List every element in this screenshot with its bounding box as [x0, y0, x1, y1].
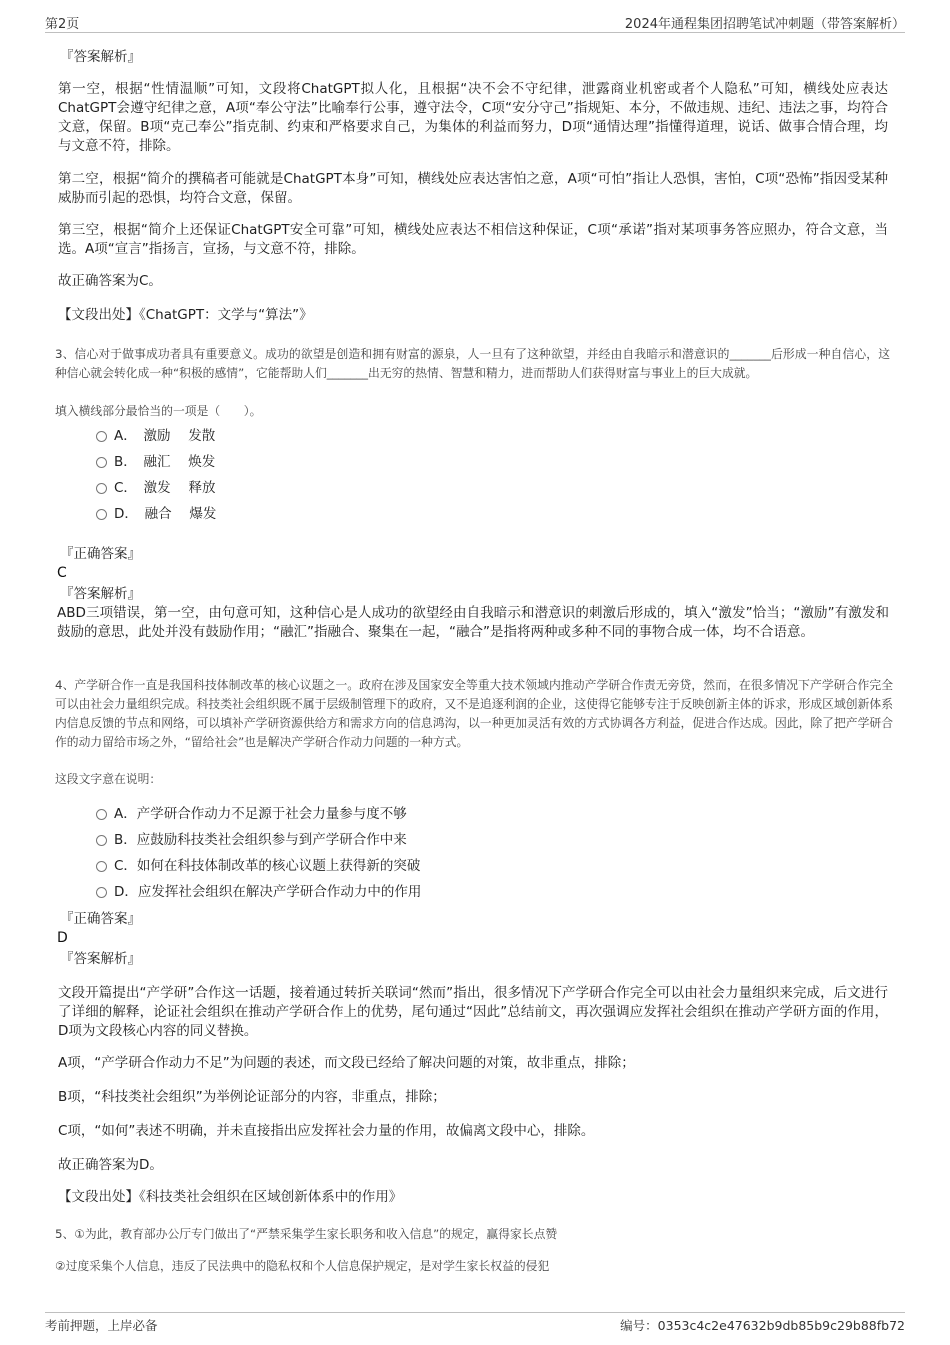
- q3-correct-answer: C: [57, 565, 67, 581]
- document-title: 2024年通程集团招聘笔试冲刺题（带答案解析）: [624, 17, 905, 32]
- q2-source: 【文段出处】《ChatGPT：文学与“算法”》: [58, 307, 313, 323]
- q2-analysis-para-3: 第三空，根据“简介上还保证ChatGPT安全可靠”可知，横线处应表达不相信这种保证，C项“承诺”指对某项事务答应照办，符合文意，当选。A项“宣言”指扬言，宣扬，与文意不符，排除。: [58, 222, 888, 257]
- q2-analysis-para-2: 第二空，根据“简介的撰稿者可能就是ChatGPT本身”可知，横线处应表达害怕之意，A项“可怕”指让人恐惧，害怕，C项“恐怖”指因受某种威胁而引起的恐惧，均符合文意，保留。: [58, 171, 888, 206]
- q4-analysis-para-3: B项，“科技类社会组织”为举例论证部分的内容，非重点，排除；: [58, 1089, 446, 1105]
- q4-analysis-para-4: C项，“如何”表述不明确，并未直接指出应发挥社会力量的作用，故偏离文段中心，排除。: [58, 1123, 595, 1139]
- q5-line-1: 5、①为此，教育部办公厅专门做出了“严禁采集学生家长职务和收入信息”的规定，赢得家长点赞: [55, 1227, 558, 1241]
- q2-answer-summary: 故正确答案为C。: [58, 273, 162, 289]
- page-header: [45, 12, 905, 33]
- q4-option-d-label: D．应发挥社会组织在解决产学研合作动力中的作用: [114, 884, 422, 900]
- radio-icon[interactable]: [96, 431, 107, 442]
- q3-prompt: 填入横线部分最恰当的一项是（ ）。: [55, 404, 262, 418]
- page-number: 第2页: [45, 17, 80, 32]
- radio-icon[interactable]: [96, 509, 107, 520]
- q2-analysis-para-1: 第一空，根据“性情温顺”可知，文段将ChatGPT拟人化，且根据“决不会不守纪律，泄露商业机密或者个人隐私”可知，横线处应表达ChatGPT会遵守纪律之意，A项“奉公守法”比喻奉行公事，遵守法令，C项“安分守己”指规矩、本分，不做违规、违纪、违法之事，均符合文意，保留。B项“克己奉公”指克制、约束和严格要求自己，为集体的利益而努力，D项“通情达理”指懂得道理，说话、做事合情合理，均与文意不符，排除。: [58, 81, 888, 154]
- q3-option-a-label: A． 激励 发散: [114, 428, 216, 444]
- q4-option-c-label: C．如何在科技体制改革的核心议题上获得新的突破: [114, 858, 421, 874]
- q4-stem: 4、产学研合作一直是我国科技体制改革的核心议题之一。政府在涉及国家安全等重大技术领域内推动产学研合作责无旁贷，然而，在很多情况下产学研合作完全可以由社会力量组织完成。科技类社会组织既不属于层级制管理下的政府，又不是追逐利润的企业，这使得它能够专注于反映创新主体的诉求，形成区域创新体系内信息反馈的节点和网络，可以填补产学研资源供给方和需求方向的信息鸿沟，以一种更加灵活有效的方式协调各方利益，促进合作达成。因此，除了把产学研合作的动力留给市场之外，“留给社会”也是解决产学研合作动力问题的一种方式。: [55, 678, 893, 749]
- q4-answer-summary: 故正确答案为D。: [58, 1157, 163, 1173]
- q4-option-b-label: B．应鼓励科技类社会组织参与到产学研合作中来: [114, 832, 407, 848]
- q4-source: 【文段出处】《科技类社会组织在区域创新体系中的作用》: [58, 1189, 403, 1205]
- q4-option-a-label: A．产学研合作动力不足源于社会力量参与度不够: [114, 806, 407, 822]
- document-id: 编号：0353c4c2e47632b9db85b9c29b88fb72: [620, 1318, 905, 1333]
- q4-prompt: 这段文字意在说明：: [55, 772, 162, 786]
- q3-analysis: ABD三项错误，第一空，由句意可知，这种信心是人成功的欲望经由自我暗示和潜意识的刺激后形成的，填入“激发”恰当；“激励”有激发和鼓励的意思，此处并没有鼓励作用；“融汇”指融合、聚集在一起，“融合”是指将两种或多种不同的事物合成一体，均不合语意。: [57, 605, 889, 640]
- radio-icon[interactable]: [96, 887, 107, 898]
- radio-icon[interactable]: [96, 835, 107, 846]
- radio-icon[interactable]: [96, 861, 107, 872]
- q3-analysis-label: 『答案解析』: [60, 586, 141, 602]
- q3-correct-label: 『正确答案』: [60, 546, 141, 562]
- page-footer: [45, 1312, 905, 1333]
- q3-option-d-label: D． 融合 爆发: [114, 506, 217, 522]
- q4-correct-answer: D: [57, 930, 68, 946]
- q4-analysis-para-2: A项，“产学研合作动力不足”为问题的表述，而文段已经给了解决问题的对策，故非重点，排除；: [58, 1055, 635, 1071]
- q4-analysis-label: 『答案解析』: [60, 951, 141, 967]
- footer-slogan: 考前押题，上岸必备: [45, 1318, 158, 1333]
- radio-icon[interactable]: [96, 483, 107, 494]
- q3-option-b-label: B． 融汇 焕发: [114, 454, 216, 470]
- q4-analysis-para-1: 文段开篇提出“产学研”合作这一话题，接着通过转折关联词“然而”指出，很多情况下产学研合作完全可以由社会力量组织来完成，后文进行了详细的解释，论证社会组织在推动产学研合作上的优势，尾句通过“因此”总结前文，再次强调应发挥社会组织在推动产学研方面的作用，D项为文段核心内容的同义替换。: [58, 985, 888, 1039]
- q2-analysis-label: 『答案解析』: [60, 49, 141, 65]
- q3-option-c-label: C． 激发 释放: [114, 480, 216, 496]
- q3-stem: 3、信心对于做事成功者具有重要意义。成功的欲望是创造和拥有财富的源泉，人一旦有了这种欲望，并经由自我暗示和潜意识的_______后形成一种自信心，这种信心就会转化成一种“积极的感情”，它能帮助人们_______出无穷的热情、智慧和精力，进而帮助人们获得财富与事业上的巨大成就。: [55, 347, 890, 380]
- q5-line-2: ②过度采集个人信息，违反了民法典中的隐私权和个人信息保护规定，是对学生家长权益的侵犯: [55, 1259, 550, 1273]
- radio-icon[interactable]: [96, 457, 107, 468]
- radio-icon[interactable]: [96, 809, 107, 820]
- q4-correct-label: 『正确答案』: [60, 911, 141, 927]
